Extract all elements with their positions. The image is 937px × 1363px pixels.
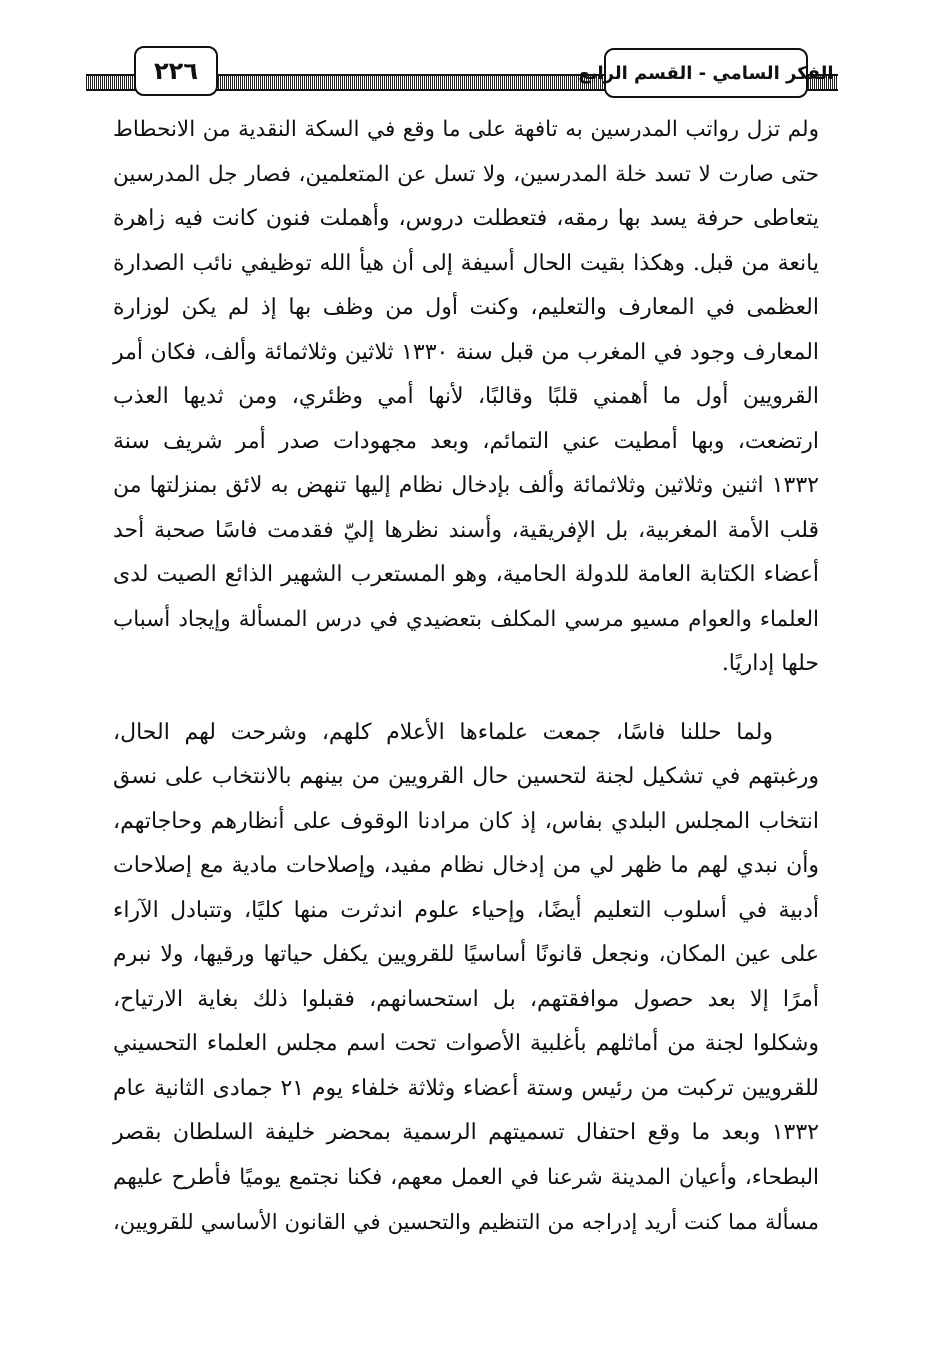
text-line: مسألة مما كنت أريد إدراجه من التنظيم والتحسين في القانون الأساسي للقرويين، xyxy=(113,1210,819,1234)
text-line: ولما حللنا فاسًا، جمعت علماءها الأعلام كلهم، وشرحت لهم الحال، xyxy=(113,719,773,745)
page-header xyxy=(86,46,838,102)
paragraph-2 xyxy=(113,711,819,1245)
text-line: ١٣٣٢ اثنين وثلاثين وثلاثمائة وألف بإدخال نظام إليها تنهض به لائق بمنزلتها من xyxy=(113,473,819,498)
text-line: البطحاء، وأعيان المدينة شرعنا في العمل معهم، فكنا نجتمع يوميًا فأطرح عليهم xyxy=(113,1164,819,1190)
text-line: القرويين أول ما أهمني قلبًا وقالبًا، لأنها أمي وظئري، ومن ثديها العذب xyxy=(113,384,819,409)
paragraph-spacer xyxy=(113,687,819,711)
text-line: العظمى في المعارف والتعليم، وكنت أول من وظف بها إذ لم يكن لوزارة xyxy=(113,295,819,320)
text-line: أمرًا إلا بعد حصول موافقتهم، بل استحسانهم، فقبلوا ذلك بغاية الارتياح، xyxy=(113,986,819,1012)
text-line: على عين المكان، ونجعل قانونًا أساسيًا للقرويين يكفل حياتها ورقيها، ولا نبرم xyxy=(113,942,819,967)
paragraph-1 xyxy=(113,108,819,687)
text-line: قلب الأمة المغربية، بل الإفريقية، وأسند نظرها إليّ فقدمت فاسًا صحبة أحد xyxy=(113,517,819,543)
text-line: وشكلوا لجنة من أماثلهم بأغلبية الأصوات تحت اسم مجلس العلماء التحسيني xyxy=(113,1031,819,1056)
text-line: انتخاب المجلس البلدي بفاس، إذ كان مرادنا الوقوف على أنظارهم وحاجاتهم، xyxy=(113,808,819,834)
running-title: الفكر السامي - القسم الرابع xyxy=(604,48,808,98)
text-line: حتى صارت لا تسد خلة المدرسين، ولا تسل عن المتعلمين، فصار جل المدرسين xyxy=(113,161,819,187)
text-line: ارتضعت، وبها أمطيت عني التمائم، وبعد مجهودات صدر أمر شريف سنة xyxy=(113,428,819,454)
text-line: أدبية في أسلوب التعليم أيضًا، وإحياء علوم اندثرت منها كليًا، وتتبادل الآراء xyxy=(113,897,819,923)
text-line: يتعاطى حرفة يسد بها رمقه، فتعطلت دروس، وأهملت فنون كانت فيه زاهرة xyxy=(113,206,819,231)
text-line: حلها إداريًا. xyxy=(721,651,819,676)
page-number: ٢٢٦ xyxy=(134,46,218,96)
text-line: أعضاء الكتابة العامة للدولة الحامية، وهو المستعرب الشهير الذائع الصيت لدى xyxy=(113,562,819,587)
text-line: العلماء والعوام مسيو مرسي المكلف بتعضيدي في درس المسألة وإيجاد أسباب xyxy=(113,606,819,632)
text-line: ١٣٣٢ وبعد ما وقع احتفال تسميتهم الرسمية بمحضر خليفة السلطان بقصر xyxy=(113,1120,819,1145)
text-line: وأن نبدي لهم ما ظهر لي من إدخال نظام مفيد، وإصلاحات مادية مع إصلاحات xyxy=(113,853,819,878)
text-line: ولم تزل رواتب المدرسين به تافهة على ما وقع في السكة النقدية من الانحطاط xyxy=(113,117,819,142)
text-line: المعارف وجود في المغرب من قبل سنة ١٣٣٠ ثلاثين وثلاثمائة وألف، فكان أمر xyxy=(113,339,820,365)
text-line: يانعة من قبل. وهكذا بقيت الحال أسيفة إلى أن هيأ الله توظيفي نائب الصدارة xyxy=(113,250,819,276)
text-line: للقرويين تركبت من رئيس وستة أعضاء وثلاثة خلفاء يوم ٢١ جمادى الثانية عام xyxy=(113,1075,819,1101)
body-text xyxy=(113,108,819,1245)
text-line: ورغبتهم في تشكيل لجنة لتحسين حال القرويين من بينهم بالانتخاب على نسق xyxy=(113,764,819,789)
